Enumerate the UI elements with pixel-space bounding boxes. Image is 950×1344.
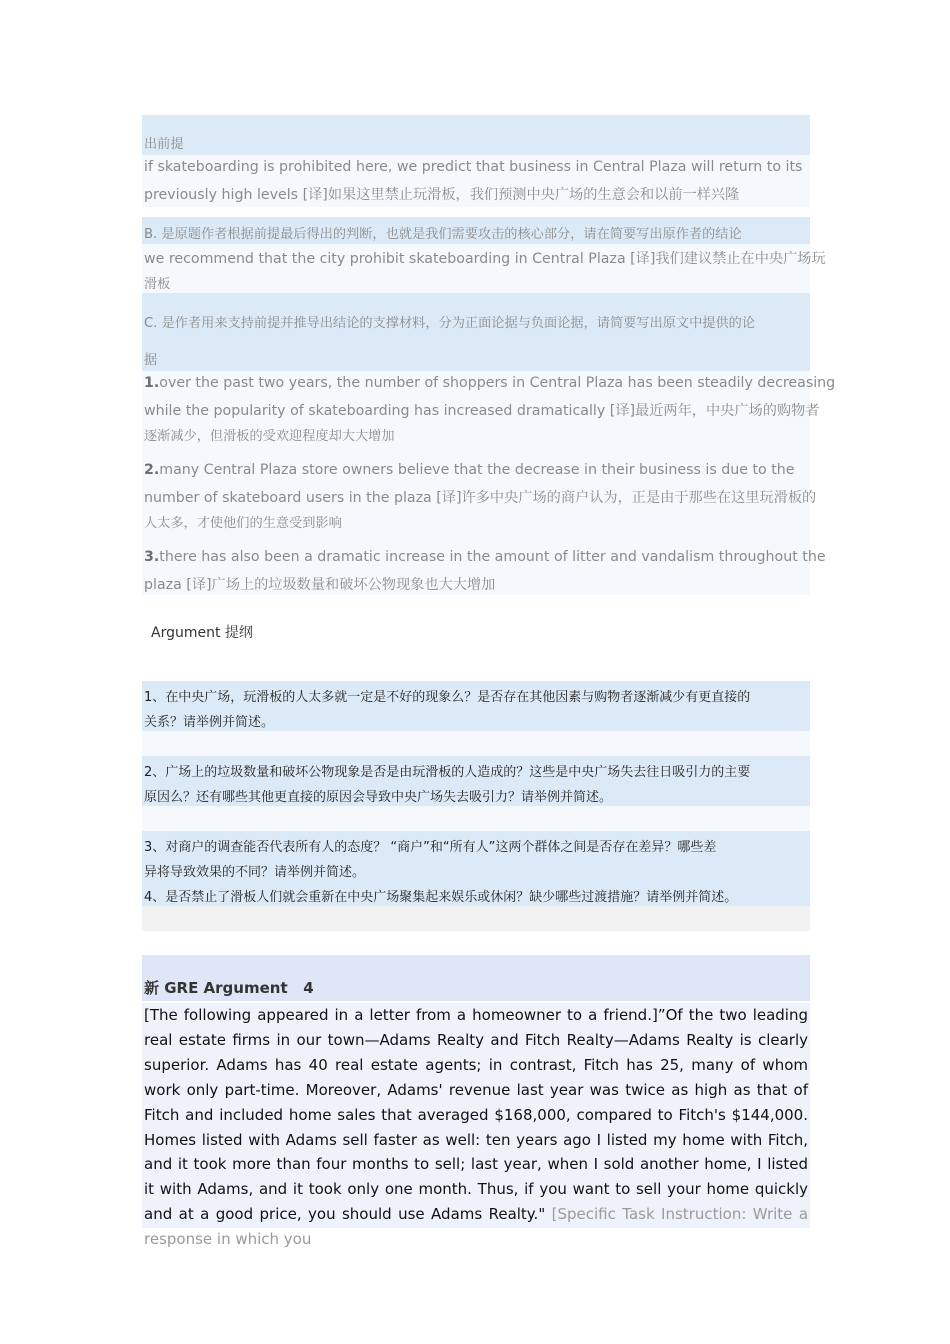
conclusion-line-1: if skateboarding is prohibited here, we predict that business in Central Plaza will return to its: [144, 159, 803, 175]
outline-question-line: 3、对商户的调查能否代表所有人的态度？ “商户”和“所有人”这两个群体之间是否存在差异？哪些差: [144, 840, 717, 855]
gre-header: [142, 955, 810, 1001]
section-b-line-2: 滑板: [144, 277, 171, 292]
evidence-list: [142, 371, 836, 595]
section-b-label-row: [142, 217, 810, 244]
outline-footer-bar: [142, 906, 810, 931]
outline-question-line: 异将导致效果的不同？请举例并简述。: [144, 865, 366, 880]
evidence-line: 人太多，才使他们的生意受到影响: [144, 516, 342, 531]
evidence-line: while the popularity of skateboarding has increased dramatically [译]最近两年，中央广场的购物者: [144, 403, 820, 419]
outline-question-line: 4、是否禁止了滑板人们就会重新在中央广场聚集起来娱乐或休闲？缺少哪些过渡措施？请举例并简述。: [144, 890, 738, 905]
evidence-number: 1.: [144, 375, 160, 391]
outline-question-1: [142, 681, 810, 731]
gre-argument-body: [142, 1003, 810, 1249]
outline-title: Argument 提纲: [151, 625, 253, 641]
outline-question-line: 1、在中央广场，玩滑板的人太多就一定是不好的现象么？是否存在其他因素与购物者逐渐减少有更直接的: [144, 690, 751, 705]
evidence-line: many Central Plaza store owners believe that the decrease in their business is due to the: [159, 462, 795, 478]
outline-question-2: [142, 756, 810, 806]
evidence-line: number of skateboard users in the plaza [译]许多中央广场的商户认为，正是由于那些在这里玩滑板的: [144, 490, 817, 506]
outline-spacer: [142, 731, 810, 756]
outline-spacer: [142, 806, 810, 831]
evidence-line: over the past two years, the number of shoppers in Central Plaza has been steadily decreasing: [159, 375, 836, 391]
outline-question-3-4: [142, 831, 810, 906]
outline-question-line: 关系？请举例并简述。: [144, 715, 275, 730]
gre-argument-text: [144, 1003, 808, 1252]
gre-title: 新 GRE Argument 4: [144, 979, 314, 997]
conclusion-line-2: previously high levels [译]如果这里禁止玩滑板，我们预测中央广场的生意会和以前一样兴隆: [144, 187, 740, 203]
section-c-label-row: [142, 293, 810, 371]
section-c-label-line-1: C. 是作者用来支持前提并推导出结论的支撑材料，分为正面论据与负面论据，请简要写出原文中提供的论: [144, 316, 756, 331]
section-b-answer-row: [142, 244, 826, 293]
evidence-number: 2.: [144, 462, 160, 478]
section-b-label: B. 是原题作者根据前提最后得出的判断，也就是我们需要攻击的核心部分，请在简要写出原作者的结论: [144, 227, 742, 242]
evidence-line: 逐渐减少，但滑板的受欢迎程度却大大增加: [144, 429, 395, 444]
outline-question-line: 原因么？还有哪些其他更直接的原因会导致中央广场失去吸引力？请举例并简述。: [144, 790, 613, 805]
gre-argument-prompt: [The following appeared in a letter from a homeowner to a friend.]”Of the two leading real estate firms in our town—Adams Realty and Fitch Realty—Adams Realty is clearly superior. Adams has 40 real estate agents; in contrast, Fitch has 25, many of whom work only part-time. Moreover, Adams' revenue last year was twice as high as that of Fitch and included home sales that averaged $168,000, compared to Fitch's $144,000. Homes listed with Adams sell faster as well: ten years ago I listed my home with Fitch, and it took more than four months to sell; last year, when I sold another home, I listed it with Adams, and it took only one month. Thus, if you want to sell your home quickly and at a good price, you should use Adams Realty.": [144, 1006, 808, 1224]
outline-question-line: 2、广场上的垃圾数量和破坏公物现象是否是由玩滑板的人造成的？这些是中央广场失去往日吸引力的主要: [144, 765, 751, 780]
evidence-number: 3.: [144, 549, 160, 565]
evidence-line: there has also been a dramatic increase in the amount of litter and vandalism throughout the: [159, 549, 826, 565]
evidence-line: plaza [译]广场上的垃圾数量和破坏公物现象也大大增加: [144, 577, 496, 593]
gre-task-instruction: [Specific Task Instruction: Write a response in which you: [144, 1205, 809, 1249]
section-b-line-1: we recommend that the city prohibit skateboarding in Central Plaza [译]我们建议禁止在中央广场玩: [144, 251, 826, 267]
section-c-label-line-2: 据: [144, 353, 158, 368]
conclusion-row: [142, 155, 810, 207]
premise-label-tail: 出前提: [144, 137, 184, 152]
premise-label-row: [142, 115, 810, 155]
